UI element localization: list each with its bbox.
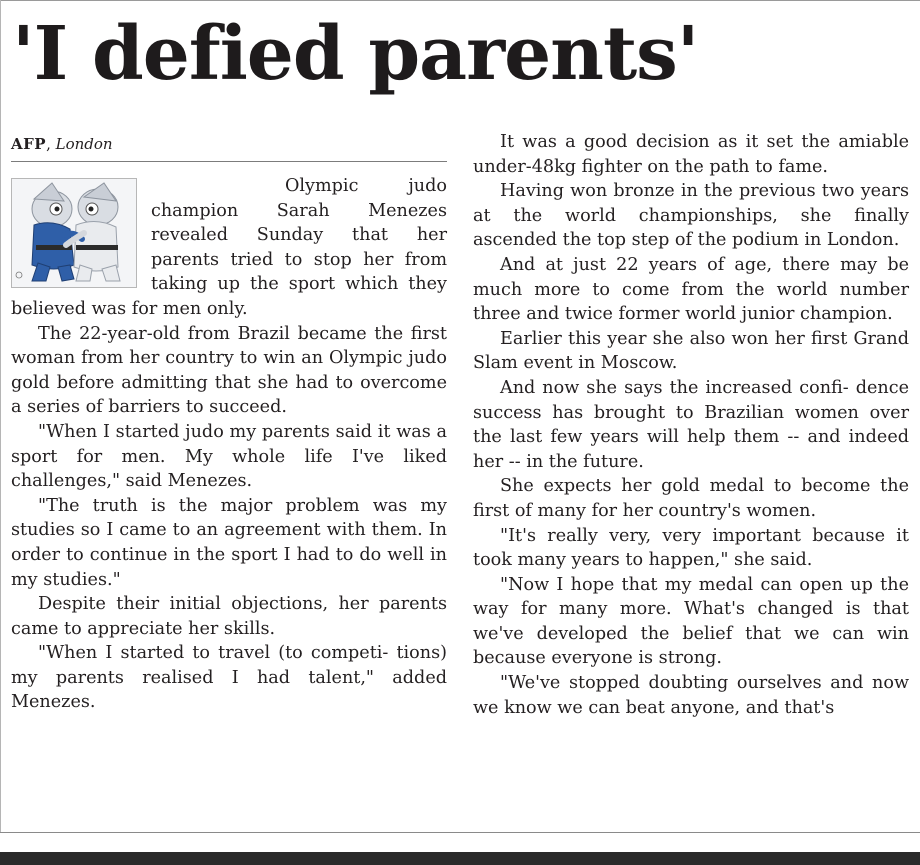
paragraph: She expects her gold medal to become the first of many for her country's women. — [473, 476, 909, 521]
paragraph: "It's really very, very important because it took many years to happen," she said. — [473, 525, 909, 571]
paragraph: "When I started to travel (to competi- tions) my parents realised I had talent," added Menezes. — [11, 643, 447, 713]
bottom-bar — [0, 852, 920, 865]
paragraph: "When I started judo my parents said it was a sport for men. My whole life I've liked challenges," said Menezes. — [11, 421, 447, 492]
byline-separator: , — [46, 135, 51, 153]
paragraph: And now she says the increased confi- dence success has brought to Brazilian women over the last few years will help them -- and indeed her -- in the future. — [473, 377, 909, 472]
paragraph: "We've stopped doubting ourselves and now we know we can beat anyone, and that's — [473, 673, 909, 718]
paragraph: Despite their initial objections, her parents came to appreciate her skills. — [11, 594, 447, 639]
byline-city: London — [55, 135, 113, 153]
olympic-mascot-judo-image — [11, 178, 137, 288]
paragraph: It was a good decision as it set the amiable under-48kg fighter on the path to fame. — [473, 132, 909, 177]
article-column-right — [473, 130, 909, 720]
paragraph: And at just 22 years of age, there may be much more to come from the world number three and twice former world junior champion. — [473, 254, 909, 325]
article-column-left — [11, 174, 447, 715]
byline-agency: AFP — [11, 135, 47, 153]
left-rule — [0, 0, 1, 832]
top-rule — [0, 0, 920, 1]
paragraph: Earlier this year she also won her first Grand Slam event in Moscow. — [473, 328, 909, 374]
judo-mascots-icon — [12, 179, 136, 287]
paragraph: Having won bronze in the previous two years at the world championships, she finally ascended the top step of the podium in London. — [473, 181, 909, 251]
byline-rule — [11, 161, 447, 162]
headline: 'I defied parents' — [12, 11, 699, 97]
paragraph: "The truth is the major problem was my studies so I came to an agreement with them. In order to continue in the sport I had to do well in my studies." — [11, 495, 447, 590]
paragraph: "Now I hope that my medal can open up the way for many more. What's changed is that we've developed the belief that we can win because everyone is strong. — [473, 574, 909, 669]
paragraph: Olympic judo champion Sarah Menezes revealed Sunday that her parents tried to stop her from taking up the sport which they believed was for men only. — [11, 176, 447, 319]
byline — [11, 134, 113, 154]
paragraph: The 22-year-old from Brazil became the first woman from her country to win an Olympic judo gold before admitting that she had to overcome a series of barriers to succeed. — [11, 323, 447, 418]
bottom-rule — [0, 832, 920, 833]
